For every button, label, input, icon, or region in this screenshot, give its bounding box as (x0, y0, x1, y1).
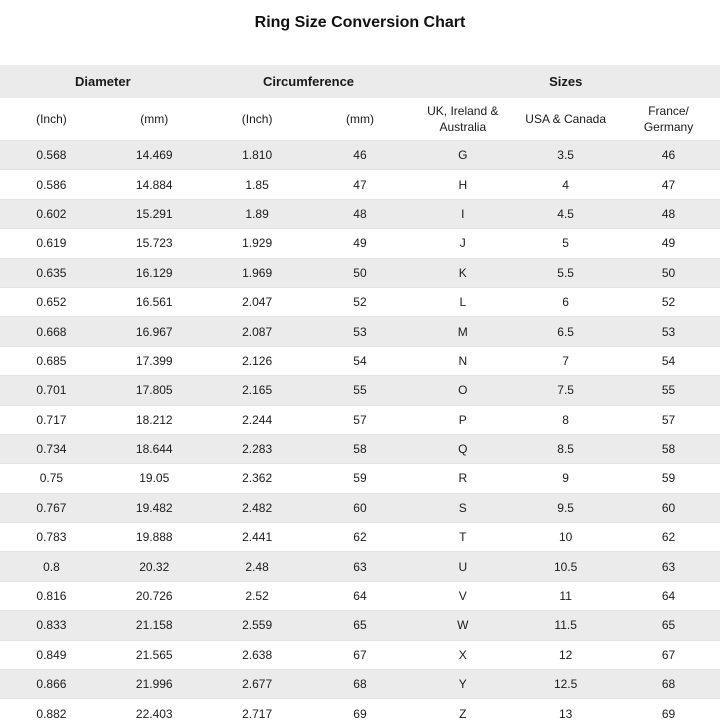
table-cell: 2.244 (206, 405, 309, 434)
table-cell: 12 (514, 640, 617, 669)
table-cell: 21.565 (103, 640, 206, 669)
table-cell: T (411, 523, 514, 552)
column-header: (mm) (103, 99, 206, 141)
table-cell: 55 (617, 376, 720, 405)
table-cell: 62 (617, 523, 720, 552)
table-body (0, 141, 720, 720)
table-cell: V (411, 581, 514, 610)
table-row (0, 581, 720, 610)
table-cell: H (411, 170, 514, 199)
table-cell: 63 (309, 552, 412, 581)
table-cell: 18.644 (103, 434, 206, 463)
table-cell: 0.75 (0, 464, 103, 493)
table-row (0, 699, 720, 720)
table-cell: 9.5 (514, 493, 617, 522)
table-cell: 0.619 (0, 229, 103, 258)
table-cell: 16.561 (103, 287, 206, 316)
table-cell: 63 (617, 552, 720, 581)
table-cell: 0.767 (0, 493, 103, 522)
table-cell: W (411, 611, 514, 640)
table-cell: 1.85 (206, 170, 309, 199)
table-cell: 20.32 (103, 552, 206, 581)
table-cell: 50 (617, 258, 720, 287)
table-cell: 52 (617, 287, 720, 316)
table-cell: 14.469 (103, 141, 206, 170)
table-cell: 21.996 (103, 670, 206, 699)
table-cell: M (411, 317, 514, 346)
table-cell: 48 (309, 199, 412, 228)
table-cell: 60 (617, 493, 720, 522)
table-cell: 2.441 (206, 523, 309, 552)
table-cell: 1.89 (206, 199, 309, 228)
table-cell: 54 (309, 346, 412, 375)
table-cell: 6 (514, 287, 617, 316)
table-cell: Y (411, 670, 514, 699)
table-cell: 19.888 (103, 523, 206, 552)
table-cell: 52 (309, 287, 412, 316)
table-cell: 0.816 (0, 581, 103, 610)
table-cell: N (411, 346, 514, 375)
table-cell: 0.602 (0, 199, 103, 228)
table-cell: 47 (617, 170, 720, 199)
table-row (0, 199, 720, 228)
table-row (0, 611, 720, 640)
table-cell: 2.482 (206, 493, 309, 522)
table-cell: 48 (617, 199, 720, 228)
table-cell: 9 (514, 464, 617, 493)
table-cell: 54 (617, 346, 720, 375)
table-row (0, 493, 720, 522)
table-cell: 8 (514, 405, 617, 434)
table-cell: O (411, 376, 514, 405)
table-row (0, 317, 720, 346)
table-cell: 21.158 (103, 611, 206, 640)
table-cell: 15.723 (103, 229, 206, 258)
table-cell: 68 (309, 670, 412, 699)
table-cell: 67 (617, 640, 720, 669)
table-cell: 64 (617, 581, 720, 610)
table-cell: 2.717 (206, 699, 309, 720)
table-cell: 68 (617, 670, 720, 699)
table-cell: 13 (514, 699, 617, 720)
table-cell: 18.212 (103, 405, 206, 434)
table-cell: 59 (617, 464, 720, 493)
table-cell: 2.52 (206, 581, 309, 610)
table-cell: 0.8 (0, 552, 103, 581)
table-cell: 49 (617, 229, 720, 258)
table-cell: 1.929 (206, 229, 309, 258)
table-row (0, 464, 720, 493)
table-cell: 0.701 (0, 376, 103, 405)
table-cell: 65 (309, 611, 412, 640)
table-cell: 0.833 (0, 611, 103, 640)
table-cell: 50 (309, 258, 412, 287)
table-cell: 69 (309, 699, 412, 720)
page-title: Ring Size Conversion Chart (254, 14, 466, 31)
table-cell: 3.5 (514, 141, 617, 170)
table-row (0, 434, 720, 463)
table-cell: 15.291 (103, 199, 206, 228)
table-cell: 12.5 (514, 670, 617, 699)
column-header-row (0, 99, 720, 141)
column-header: (mm) (309, 99, 412, 141)
table-cell: 0.783 (0, 523, 103, 552)
table-cell: 0.866 (0, 670, 103, 699)
table-row (0, 376, 720, 405)
table-cell: 0.652 (0, 287, 103, 316)
group-header-circumference: Circumference (206, 65, 412, 99)
table-cell: 0.717 (0, 405, 103, 434)
table-cell: 19.05 (103, 464, 206, 493)
table-cell: 10.5 (514, 552, 617, 581)
table-cell: 58 (617, 434, 720, 463)
table-cell: 17.805 (103, 376, 206, 405)
table-cell: 8.5 (514, 434, 617, 463)
table-row (0, 523, 720, 552)
table-row (0, 640, 720, 669)
table-cell: 4.5 (514, 199, 617, 228)
table-cell: 7.5 (514, 376, 617, 405)
table-cell: 11.5 (514, 611, 617, 640)
table-cell: 20.726 (103, 581, 206, 610)
table-cell: 0.882 (0, 699, 103, 720)
column-header: UK, Ireland & Australia (411, 99, 514, 141)
table-cell: S (411, 493, 514, 522)
table-cell: 2.638 (206, 640, 309, 669)
table-header (0, 65, 720, 141)
group-header-sizes: Sizes (411, 65, 720, 99)
column-header: (Inch) (0, 99, 103, 141)
table-cell: 2.126 (206, 346, 309, 375)
table-cell: 10 (514, 523, 617, 552)
column-header: USA & Canada (514, 99, 617, 141)
table-cell: 69 (617, 699, 720, 720)
table-cell: 5.5 (514, 258, 617, 287)
table-cell: 19.482 (103, 493, 206, 522)
table-cell: 1.810 (206, 141, 309, 170)
table-cell: U (411, 552, 514, 581)
table-row (0, 287, 720, 316)
table-cell: 0.635 (0, 258, 103, 287)
table-cell: 53 (617, 317, 720, 346)
table-cell: 65 (617, 611, 720, 640)
column-header: France/ Germany (617, 99, 720, 141)
table-cell: P (411, 405, 514, 434)
table-cell: 60 (309, 493, 412, 522)
group-header-row (0, 65, 720, 99)
table-cell: 46 (309, 141, 412, 170)
table-cell: 0.586 (0, 170, 103, 199)
table-cell: 7 (514, 346, 617, 375)
table-cell: 2.047 (206, 287, 309, 316)
table-cell: 6.5 (514, 317, 617, 346)
table-cell: G (411, 141, 514, 170)
table-cell: 53 (309, 317, 412, 346)
table-cell: 0.685 (0, 346, 103, 375)
table-cell: 0.568 (0, 141, 103, 170)
table-row (0, 170, 720, 199)
table-cell: 57 (617, 405, 720, 434)
table-cell: X (411, 640, 514, 669)
table-cell: 46 (617, 141, 720, 170)
table-cell: 47 (309, 170, 412, 199)
table-cell: 55 (309, 376, 412, 405)
table-row (0, 405, 720, 434)
table-cell: 62 (309, 523, 412, 552)
table-cell: 2.677 (206, 670, 309, 699)
group-header-diameter: Diameter (0, 65, 206, 99)
table-cell: 67 (309, 640, 412, 669)
table-cell: 0.668 (0, 317, 103, 346)
table-cell: 2.48 (206, 552, 309, 581)
table-cell: K (411, 258, 514, 287)
table-cell: 4 (514, 170, 617, 199)
column-header: (Inch) (206, 99, 309, 141)
table-row (0, 258, 720, 287)
table-row (0, 670, 720, 699)
table-cell: Z (411, 699, 514, 720)
table-row (0, 346, 720, 375)
table-cell: 58 (309, 434, 412, 463)
ring-size-conversion-table (0, 65, 720, 720)
table-row (0, 229, 720, 258)
table-cell: 5 (514, 229, 617, 258)
table-cell: 2.165 (206, 376, 309, 405)
table-cell: 2.559 (206, 611, 309, 640)
table-cell: 0.849 (0, 640, 103, 669)
table-cell: 64 (309, 581, 412, 610)
table-cell: 49 (309, 229, 412, 258)
table-cell: 2.362 (206, 464, 309, 493)
table-cell: 2.087 (206, 317, 309, 346)
table-cell: J (411, 229, 514, 258)
table-cell: 0.734 (0, 434, 103, 463)
table-row (0, 552, 720, 581)
table-cell: 16.129 (103, 258, 206, 287)
table-cell: 16.967 (103, 317, 206, 346)
table-cell: 22.403 (103, 699, 206, 720)
table-cell: L (411, 287, 514, 316)
table-cell: 1.969 (206, 258, 309, 287)
table-cell: 59 (309, 464, 412, 493)
table-cell: 17.399 (103, 346, 206, 375)
table-cell: 11 (514, 581, 617, 610)
table-cell: Q (411, 434, 514, 463)
table-cell: 14.884 (103, 170, 206, 199)
table-cell: 57 (309, 405, 412, 434)
table-row (0, 141, 720, 170)
table-cell: I (411, 199, 514, 228)
table-cell: 2.283 (206, 434, 309, 463)
table-cell: R (411, 464, 514, 493)
